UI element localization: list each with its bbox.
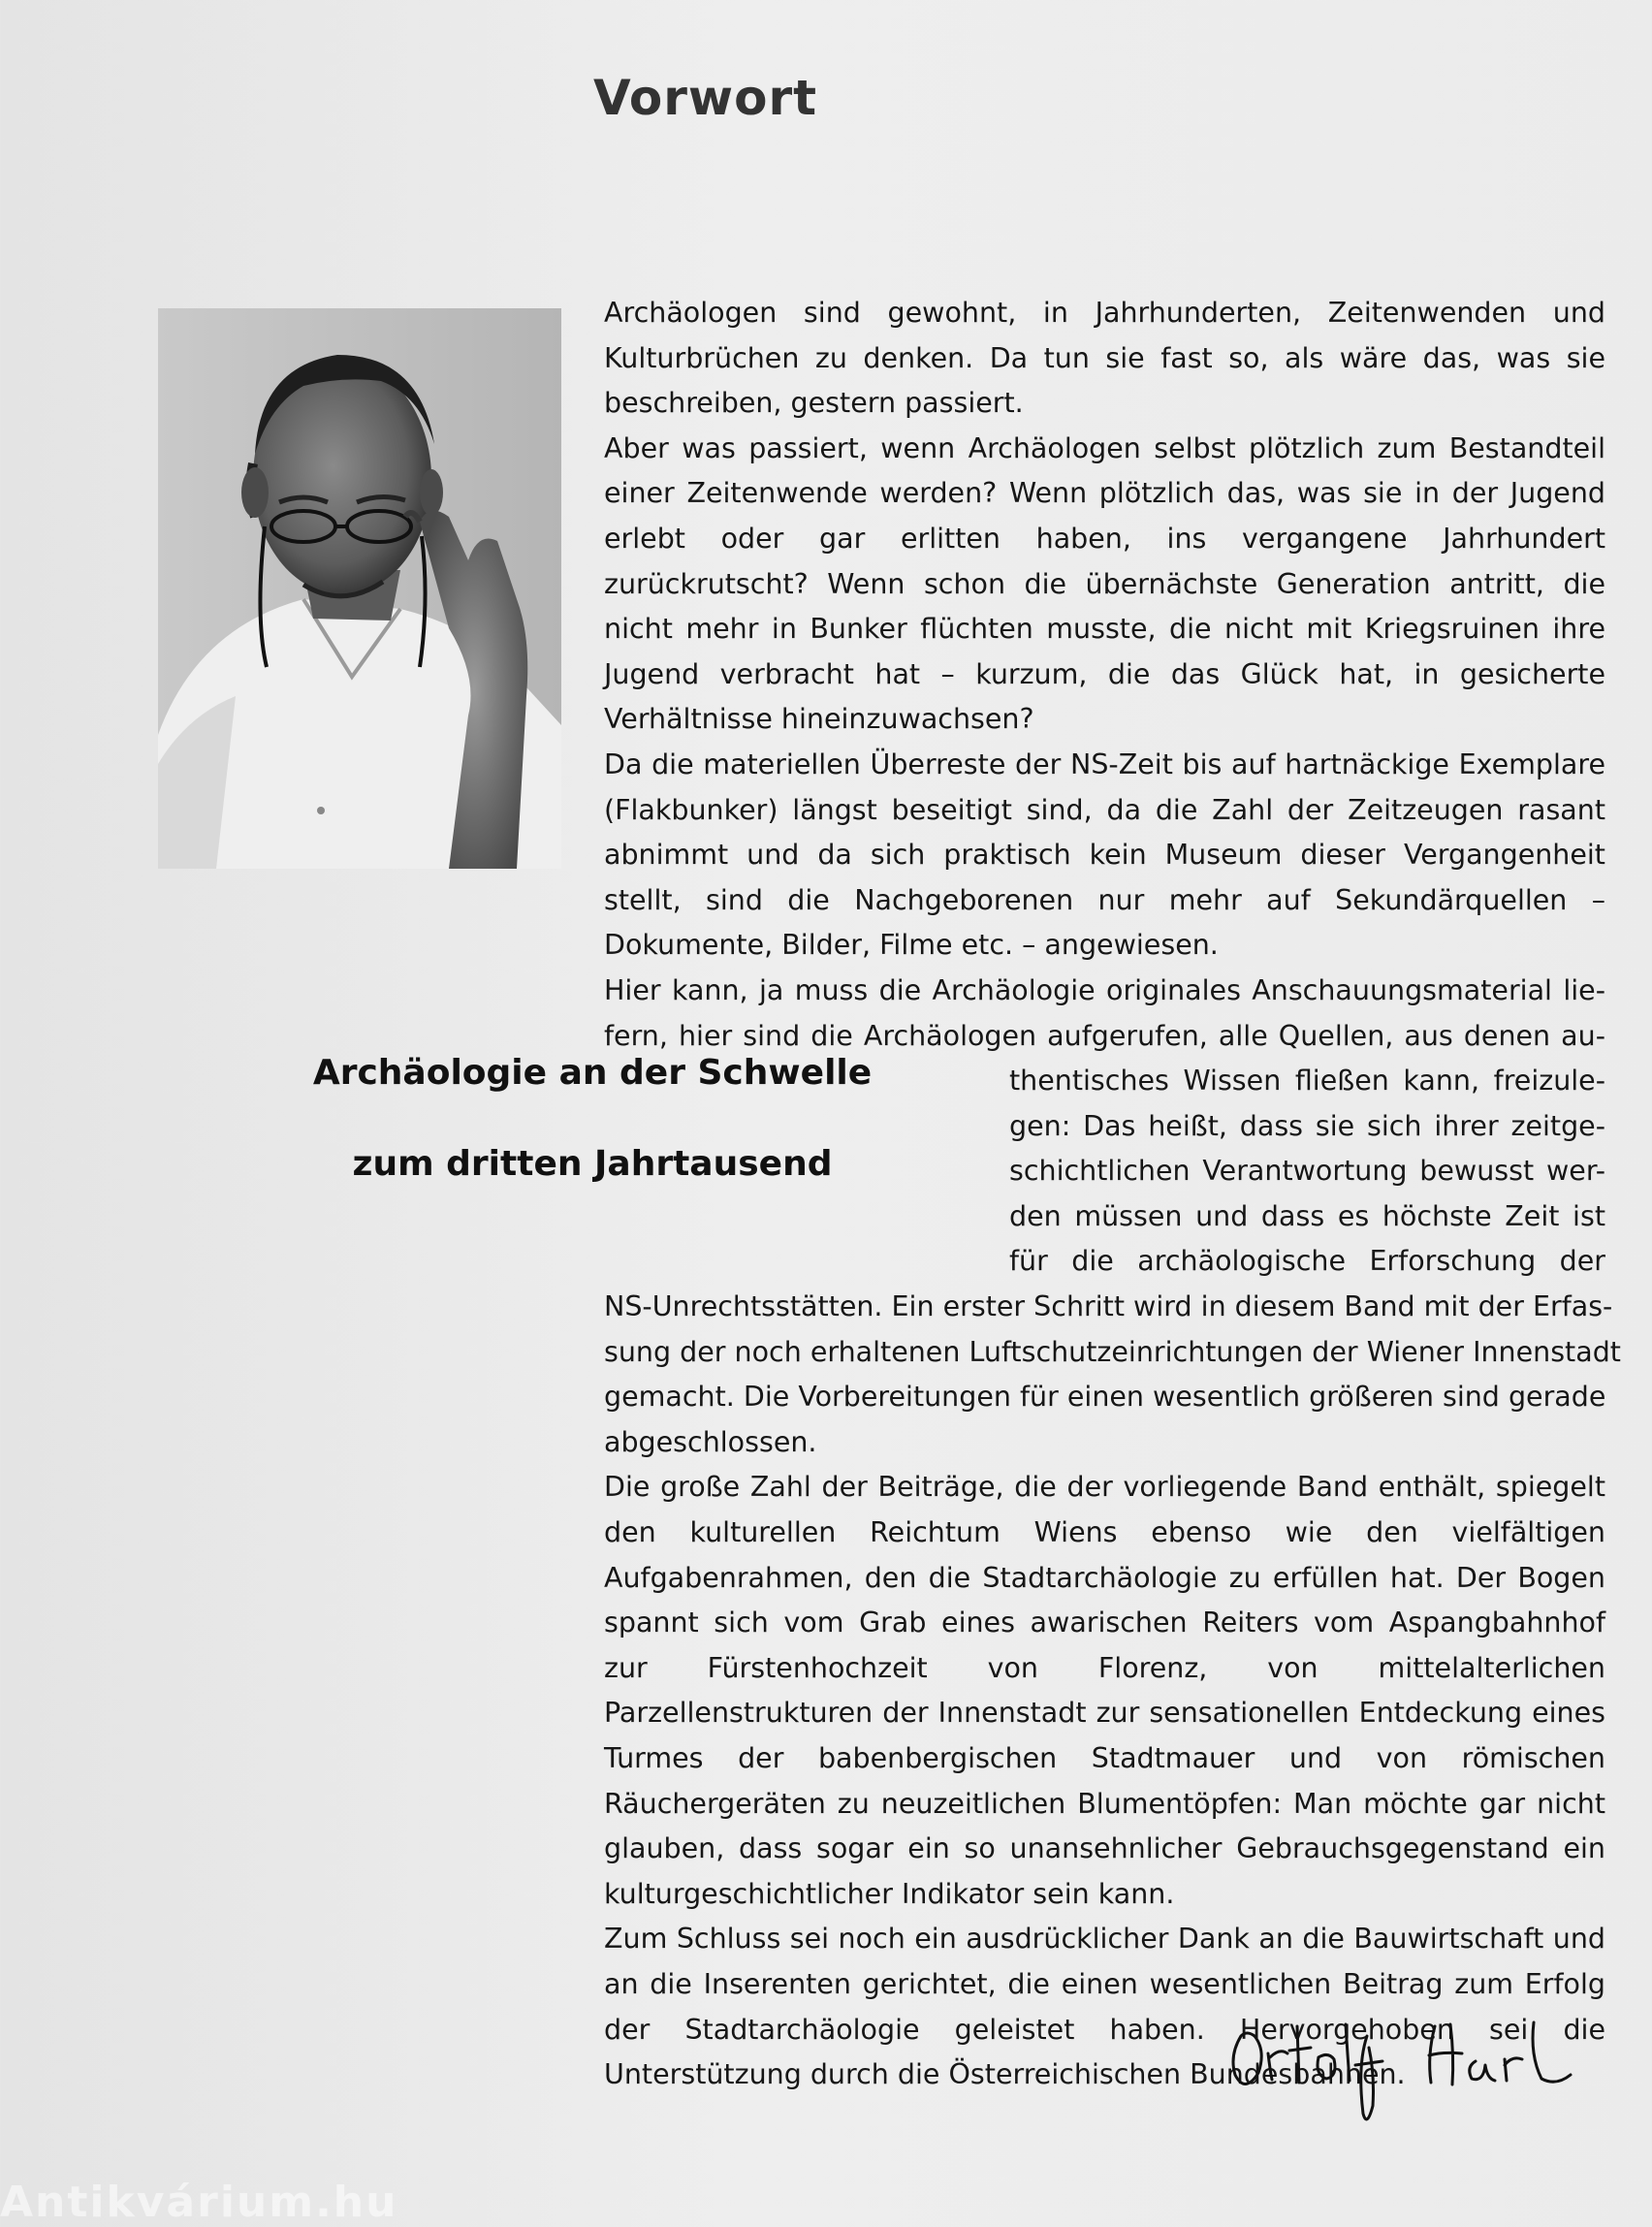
paragraph-4-line: gen: Das heißt, dass sie sich ihrer zeitge- [1009, 1109, 1605, 1142]
paragraph-3: Da die materiellen Überreste der NS-Zeit bis auf hartnäckige Exemplare (Flakbunker) längst beseitigt sind, da die Zahl der Zeitzeugen rasant abnimmt und da sich praktisch kein Museum dieser Vergangenheit stellt, sind die Nachgeborenen nur mehr auf Sekundärquellen – Dokumente, Bilder, Filme etc. – angewiesen. [604, 748, 1605, 962]
watermark: Antikvárium.hu [0, 2178, 398, 2227]
paragraph-4-end [604, 1285, 1621, 1465]
page-title: Vorwort [592, 70, 818, 126]
paragraph-4-wrapped [1009, 1059, 1605, 1285]
paragraph-4-line: für die archäologische Erforschung der [1009, 1245, 1605, 1278]
paragraph-4-line: Hier kann, ja muss die Archäologie originales Anschauungsmaterial lie- [604, 973, 1605, 1006]
paragraph-4-line: gemacht. Die Vorbereitungen für einen wesentlich größeren sind gerade [604, 1381, 1606, 1414]
paragraph-4-line: fern, hier sind die Archäologen aufgerufen, alle Quellen, aus denen au- [604, 1019, 1605, 1052]
section-subheading-line-2: zum dritten Jahrtausend [352, 1144, 833, 1184]
paragraph-4-line: NS-Unrechtsstätten. Ein erster Schritt wird in diesem Band mit der Erfas- [604, 1290, 1613, 1323]
paragraph-1: Archäologen sind gewohnt, in Jahrhunderten, Zeitenwenden und Kulturbrüchen zu denken. Da tun sie fast so, als wäre das, was sie beschreiben, gestern passiert. [604, 297, 1605, 420]
paragraph-5: Die große Zahl der Beiträge, die der vorliegende Band enthält, spiegelt den kulturellen Reichtum Wiens ebenso wie den vielfältigen Aufgabenrahmen, den die Stadtarchäologie zu erfüllen hat. Der Bogen spannt sich vom Grab eines awarischen Reiters vom Aspangbahnhof zur Fürstenhochzeit von Florenz, von mittelalterlichen Parzellenstrukturen der Innenstadt zur sensationellen Entdeckung eines Turmes der babenbergischen Stadtmauer und von römischen Räuchergeräten zu neuzeitlichen Blumentöpfen: Man möchte gar nicht glauben, dass sogar ein so unansehnlicher Gebrauchsgegenstand ein kulturgeschichtlicher Indikator sein kann. [604, 1471, 1605, 1910]
paragraph-4-line: thentisches Wissen fließen kann, freizule- [1009, 1065, 1605, 1098]
paragraph-6: Zum Schluss sei noch ein ausdrücklicher Dank an die Bauwirtschaft und an die Inserenten gerichtet, die einen wesentlichen Beitrag zum Erfolg der Stadtarchäologie geleistet haben. Hervorgehoben sei die Unterstützung durch die Österreichischen Bundesbahnen. [604, 1923, 1605, 2091]
paragraph-4-line: den müssen und dass es höchste Zeit ist [1009, 1199, 1605, 1232]
author-signature [1222, 1997, 1590, 2133]
body-text [604, 291, 1621, 2098]
paragraph-2: Aber was passiert, wenn Archäologen selbst plötzlich zum Bestandteil einer Zeitenwende werden? Wenn plötzlich das, was sie in der Jugend erlebt oder gar erlitten haben, ins vergangene Jahrhundert zurückrutscht? Wenn schon die übernächste Generation antritt, die nicht mehr in Bunker flüchten musste, die nicht mit Kriegsruinen ihre Jugend verbracht hat – kurzum, die das Glück hat, in gesicherte Verhältnisse hineinzuwachsen? [604, 431, 1605, 736]
paragraph-4-line: abgeschlossen. [604, 1425, 817, 1458]
paragraph-4-line: sung der noch erhaltenen Luftschutzeinrichtungen der Wiener Innenstadt [604, 1335, 1621, 1368]
section-subheading-line-1: Archäologie an der Schwelle [312, 1053, 873, 1093]
portrait-photo-icon [158, 308, 561, 869]
author-portrait [158, 308, 561, 869]
signature-icon [1222, 1997, 1590, 2133]
paragraph-4-line: schichtlichen Verantwortung bewusst wer- [1009, 1155, 1605, 1188]
paragraph-4-start [604, 969, 1605, 1059]
